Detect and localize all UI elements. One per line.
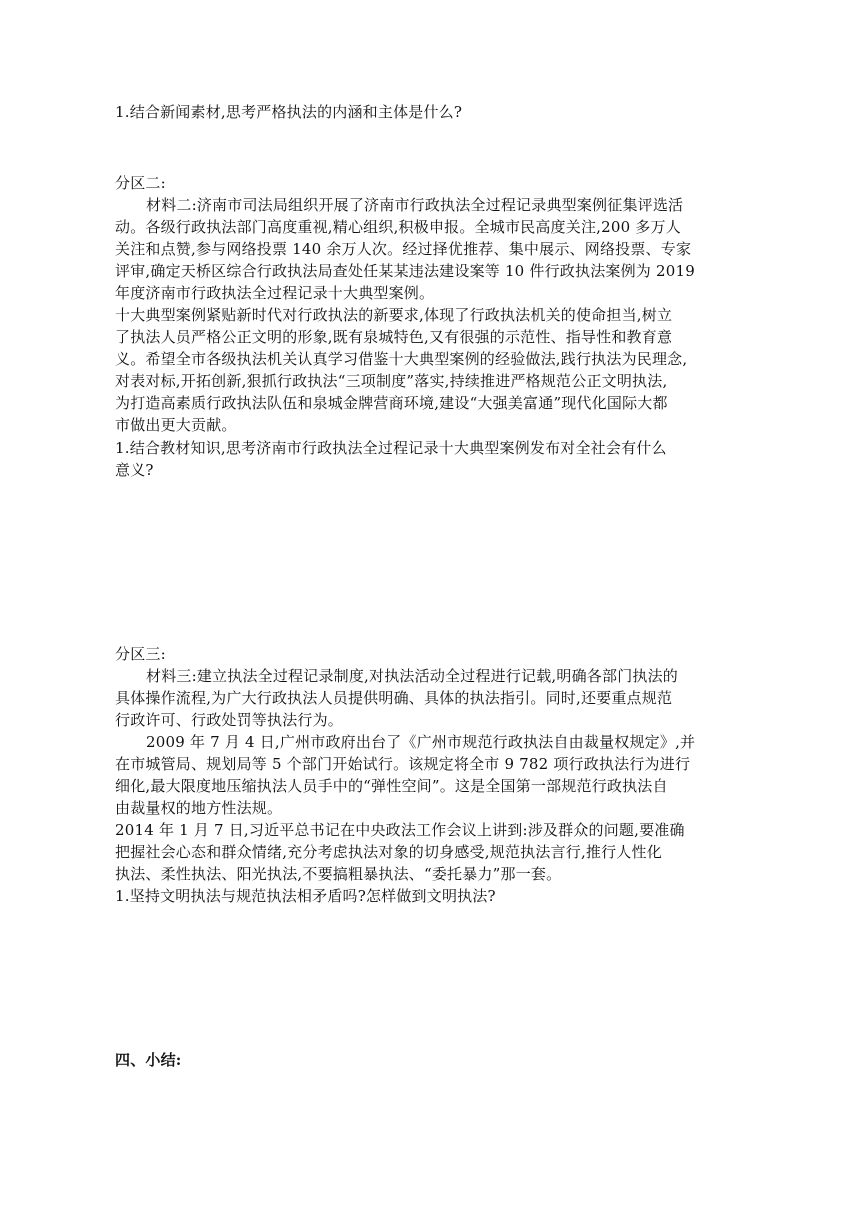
section2-line: 十大典型案例紧贴新时代对行政执法的新要求,体现了行政执法机关的使命担当,树立 [115, 306, 673, 324]
section2-line: 评审,确定天桥区综合行政执法局查处任某某违法建设案等 10 件行政执法案例为 2019 [115, 262, 695, 280]
section2-line: 义。希望全市各级执法机关认真学习借鉴十大典型案例的经验做法,践行执法为民理念, [115, 350, 688, 368]
question-section3: 1.坚持文明执法与规范执法相矛盾吗?怎样做到文明执法? [115, 887, 496, 905]
section2-line: 材料二:济南市司法局组织开展了济南市行政执法全过程记录典型案例征集评选活 [146, 196, 684, 214]
section3-line: 行政许可、行政处罚等执法行为。 [115, 711, 344, 729]
section2-line: 了执法人员严格公正文明的形象,既有泉城特色,又有很强的示范性、指导性和教育意 [115, 328, 673, 346]
section3-line: 具体操作流程,为广大行政执法人员提供明确、具体的执法指引。同时,还要重点规范 [115, 689, 673, 707]
question-section2: 1.结合教材知识,思考济南市行政执法全过程记录十大典型案例发布对全社会有什么 [115, 439, 667, 457]
section2-heading: 分区二: [115, 174, 166, 192]
section2-line: 为打造高素质行政执法队伍和泉城金牌营商环境,建设“大强美富通”现代化国际大都 [115, 394, 668, 412]
question-section1: 1.结合新闻素材,思考严格执法的内涵和主体是什么? [115, 103, 463, 121]
section3-line: 细化,最大限度地压缩执法人员手中的“弹性空间”。这是全国第一部规范行政执法自 [115, 777, 668, 795]
section3-line: 由裁量权的地方性法规。 [115, 799, 283, 817]
section3-heading: 分区三: [115, 645, 166, 663]
question-section2: 意义? [115, 461, 154, 479]
section2-line: 市做出更大贡献。 [115, 416, 237, 434]
summary-heading: 四、小结: [115, 1051, 182, 1069]
section3-line: 2009 年 7 月 4 日,广州市政府出台了《广州市规范行政执法自由裁量权规定》,并 [146, 733, 696, 751]
section3-line: 执法、柔性执法、阳光执法,不要搞粗暴执法、“委托暴力”那一套。 [115, 865, 562, 883]
section2-line: 年度济南市行政执法全过程记录十大典型案例。 [115, 284, 435, 302]
section2-line: 关注和点赞,参与网络投票 140 余万人次。经过择优推荐、集中展示、网络投票、专家 [115, 240, 692, 258]
section3-line: 材料三:建立执法全过程记录制度,对执法活动全过程进行记载,明确各部门执法的 [146, 667, 678, 685]
section2-line: 对表对标,开拓创新,狠抓行政执法“三项制度”落实,持续推进严格规范公正文明执法, [115, 372, 668, 390]
section3-line: 2014 年 1 月 7 日,习近平总书记在中央政法工作会议上讲到:涉及群众的问题,要准确 [115, 821, 685, 839]
section3-line: 把握社会心态和群众情绪,充分考虑执法对象的切身感受,规范执法言行,推行人性化 [115, 843, 662, 861]
section3-line: 在市城管局、规划局等 5 个部门开始试行。该规定将全市 9 782 项行政执法行为进行 [115, 755, 691, 773]
section2-line: 动。各级行政执法部门高度重视,精心组织,积极申报。全城市民高度关注,200 多万人 [115, 218, 681, 236]
